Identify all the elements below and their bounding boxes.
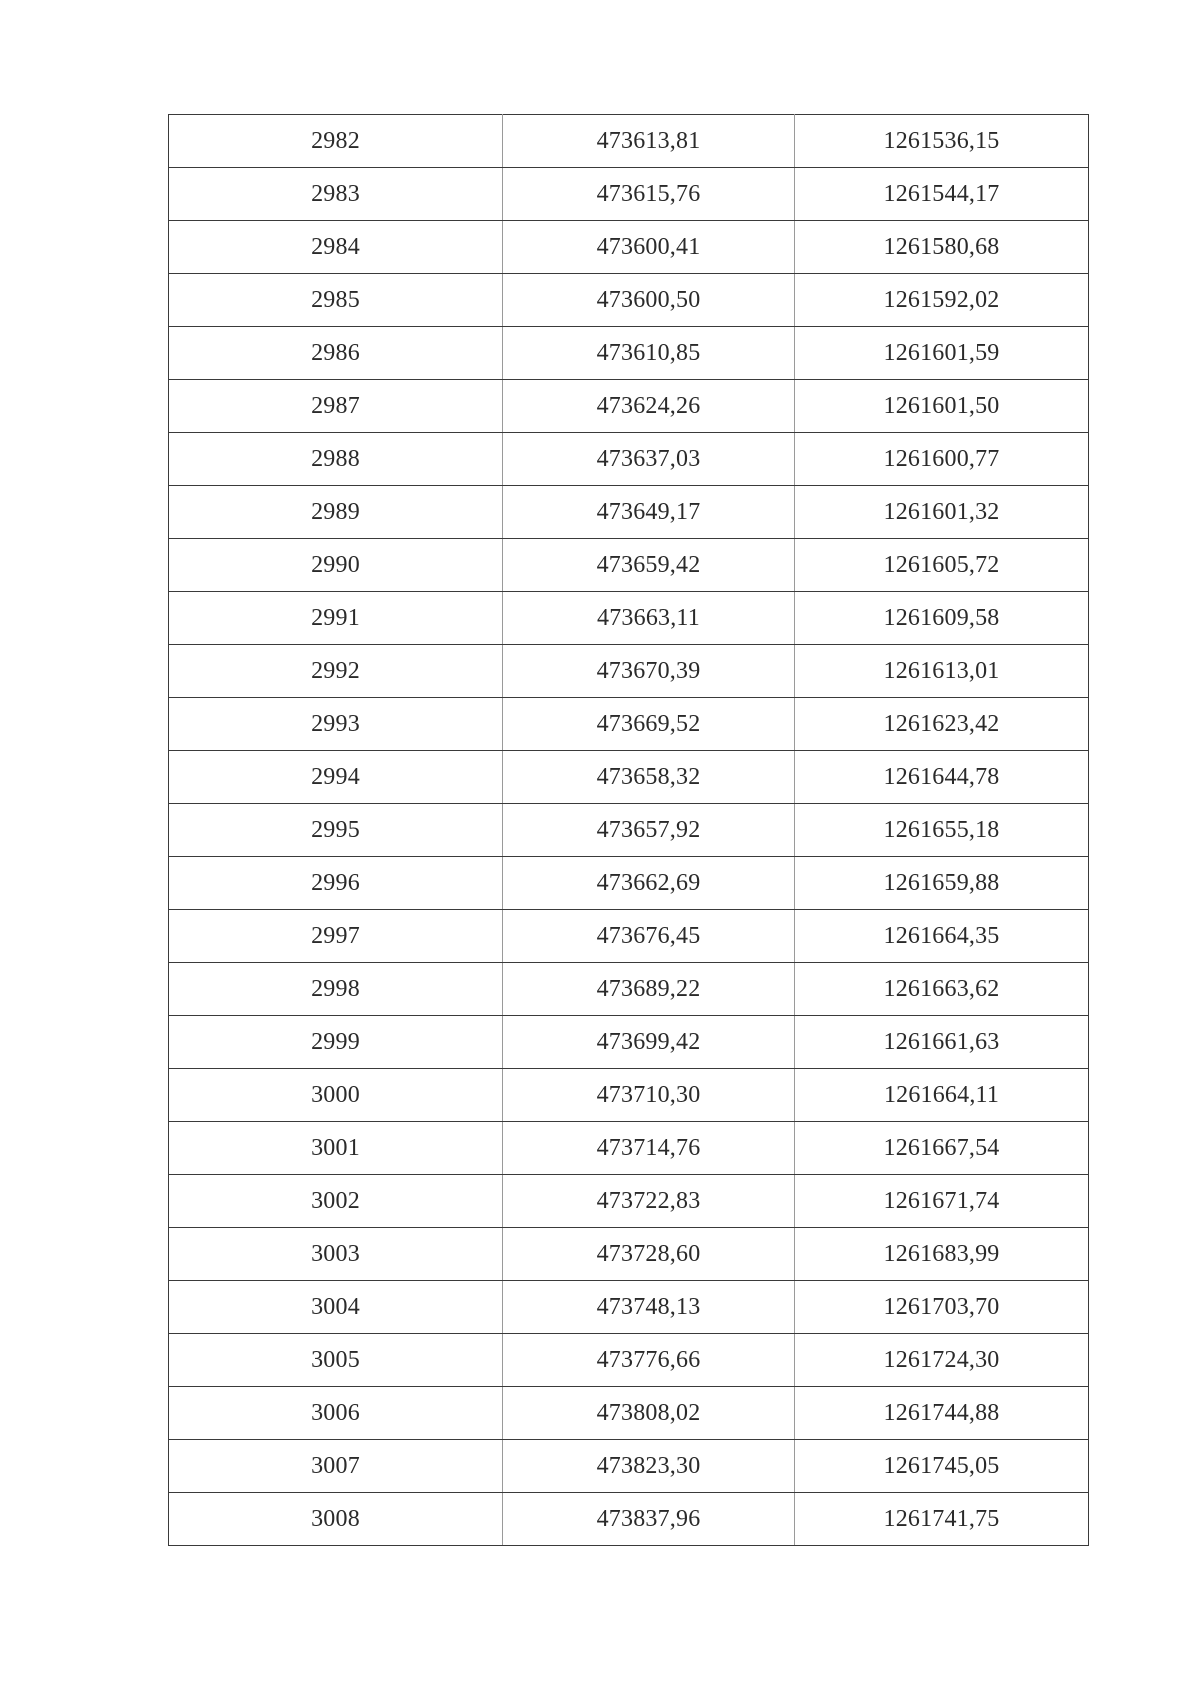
y-coordinate-cell: 1261600,77: [795, 433, 1089, 486]
y-coordinate-cell: 1261544,17: [795, 168, 1089, 221]
point-number-cell: 2994: [169, 751, 503, 804]
point-number-cell: 2999: [169, 1016, 503, 1069]
table-row: [169, 327, 1089, 380]
y-coordinate-cell: 1261671,74: [795, 1175, 1089, 1228]
x-coordinate-cell: 473837,96: [503, 1493, 795, 1546]
y-coordinate-cell: 1261703,70: [795, 1281, 1089, 1334]
coordinates-table-body: [169, 115, 1089, 1546]
table-row: [169, 857, 1089, 910]
table-row: [169, 221, 1089, 274]
x-coordinate-cell: 473699,42: [503, 1016, 795, 1069]
y-coordinate-cell: 1261609,58: [795, 592, 1089, 645]
table-row: [169, 910, 1089, 963]
point-number-cell: 2987: [169, 380, 503, 433]
x-coordinate-cell: 473600,41: [503, 221, 795, 274]
x-coordinate-cell: 473776,66: [503, 1334, 795, 1387]
y-coordinate-cell: 1261744,88: [795, 1387, 1089, 1440]
y-coordinate-cell: 1261601,50: [795, 380, 1089, 433]
table-row: [169, 751, 1089, 804]
table-row: [169, 963, 1089, 1016]
y-coordinate-cell: 1261659,88: [795, 857, 1089, 910]
x-coordinate-cell: 473710,30: [503, 1069, 795, 1122]
table-row: [169, 486, 1089, 539]
coordinates-table: [168, 114, 1089, 1546]
point-number-cell: 2992: [169, 645, 503, 698]
point-number-cell: 3005: [169, 1334, 503, 1387]
x-coordinate-cell: 473649,17: [503, 486, 795, 539]
x-coordinate-cell: 473662,69: [503, 857, 795, 910]
x-coordinate-cell: 473670,39: [503, 645, 795, 698]
x-coordinate-cell: 473610,85: [503, 327, 795, 380]
table-row: [169, 1016, 1089, 1069]
table-row: [169, 645, 1089, 698]
table-row: [169, 539, 1089, 592]
x-coordinate-cell: 473722,83: [503, 1175, 795, 1228]
y-coordinate-cell: 1261605,72: [795, 539, 1089, 592]
x-coordinate-cell: 473615,76: [503, 168, 795, 221]
x-coordinate-cell: 473728,60: [503, 1228, 795, 1281]
x-coordinate-cell: 473659,42: [503, 539, 795, 592]
y-coordinate-cell: 1261664,35: [795, 910, 1089, 963]
x-coordinate-cell: 473689,22: [503, 963, 795, 1016]
table-row: [169, 592, 1089, 645]
x-coordinate-cell: 473714,76: [503, 1122, 795, 1175]
y-coordinate-cell: 1261623,42: [795, 698, 1089, 751]
table-row: [169, 698, 1089, 751]
y-coordinate-cell: 1261663,62: [795, 963, 1089, 1016]
y-coordinate-cell: 1261536,15: [795, 115, 1089, 168]
y-coordinate-cell: 1261724,30: [795, 1334, 1089, 1387]
point-number-cell: 3000: [169, 1069, 503, 1122]
x-coordinate-cell: 473658,32: [503, 751, 795, 804]
y-coordinate-cell: 1261741,75: [795, 1493, 1089, 1546]
point-number-cell: 2988: [169, 433, 503, 486]
table-row: [169, 804, 1089, 857]
table-row: [169, 380, 1089, 433]
y-coordinate-cell: 1261613,01: [795, 645, 1089, 698]
y-coordinate-cell: 1261592,02: [795, 274, 1089, 327]
y-coordinate-cell: 1261667,54: [795, 1122, 1089, 1175]
point-number-cell: 3002: [169, 1175, 503, 1228]
x-coordinate-cell: 473663,11: [503, 592, 795, 645]
x-coordinate-cell: 473613,81: [503, 115, 795, 168]
point-number-cell: 2986: [169, 327, 503, 380]
y-coordinate-cell: 1261745,05: [795, 1440, 1089, 1493]
point-number-cell: 2998: [169, 963, 503, 1016]
x-coordinate-cell: 473637,03: [503, 433, 795, 486]
x-coordinate-cell: 473676,45: [503, 910, 795, 963]
point-number-cell: 3007: [169, 1440, 503, 1493]
table-row: [169, 274, 1089, 327]
table-row: [169, 1493, 1089, 1546]
point-number-cell: 2997: [169, 910, 503, 963]
point-number-cell: 3001: [169, 1122, 503, 1175]
table-row: [169, 115, 1089, 168]
point-number-cell: 2995: [169, 804, 503, 857]
point-number-cell: 2985: [169, 274, 503, 327]
point-number-cell: 2996: [169, 857, 503, 910]
x-coordinate-cell: 473808,02: [503, 1387, 795, 1440]
point-number-cell: 3008: [169, 1493, 503, 1546]
y-coordinate-cell: 1261601,32: [795, 486, 1089, 539]
table-row: [169, 1122, 1089, 1175]
table-row: [169, 1387, 1089, 1440]
point-number-cell: 2991: [169, 592, 503, 645]
point-number-cell: 2990: [169, 539, 503, 592]
point-number-cell: 2989: [169, 486, 503, 539]
y-coordinate-cell: 1261580,68: [795, 221, 1089, 274]
table-row: [169, 1334, 1089, 1387]
point-number-cell: 2983: [169, 168, 503, 221]
point-number-cell: 3004: [169, 1281, 503, 1334]
y-coordinate-cell: 1261655,18: [795, 804, 1089, 857]
x-coordinate-cell: 473748,13: [503, 1281, 795, 1334]
point-number-cell: 2993: [169, 698, 503, 751]
table-row: [169, 1069, 1089, 1122]
y-coordinate-cell: 1261664,11: [795, 1069, 1089, 1122]
table-row: [169, 433, 1089, 486]
y-coordinate-cell: 1261644,78: [795, 751, 1089, 804]
table-row: [169, 1281, 1089, 1334]
point-number-cell: 3003: [169, 1228, 503, 1281]
point-number-cell: 3006: [169, 1387, 503, 1440]
point-number-cell: 2982: [169, 115, 503, 168]
x-coordinate-cell: 473600,50: [503, 274, 795, 327]
x-coordinate-cell: 473657,92: [503, 804, 795, 857]
point-number-cell: 2984: [169, 221, 503, 274]
y-coordinate-cell: 1261601,59: [795, 327, 1089, 380]
x-coordinate-cell: 473669,52: [503, 698, 795, 751]
x-coordinate-cell: 473624,26: [503, 380, 795, 433]
table-row: [169, 1228, 1089, 1281]
y-coordinate-cell: 1261661,63: [795, 1016, 1089, 1069]
y-coordinate-cell: 1261683,99: [795, 1228, 1089, 1281]
x-coordinate-cell: 473823,30: [503, 1440, 795, 1493]
table-row: [169, 1440, 1089, 1493]
table-row: [169, 1175, 1089, 1228]
table-row: [169, 168, 1089, 221]
